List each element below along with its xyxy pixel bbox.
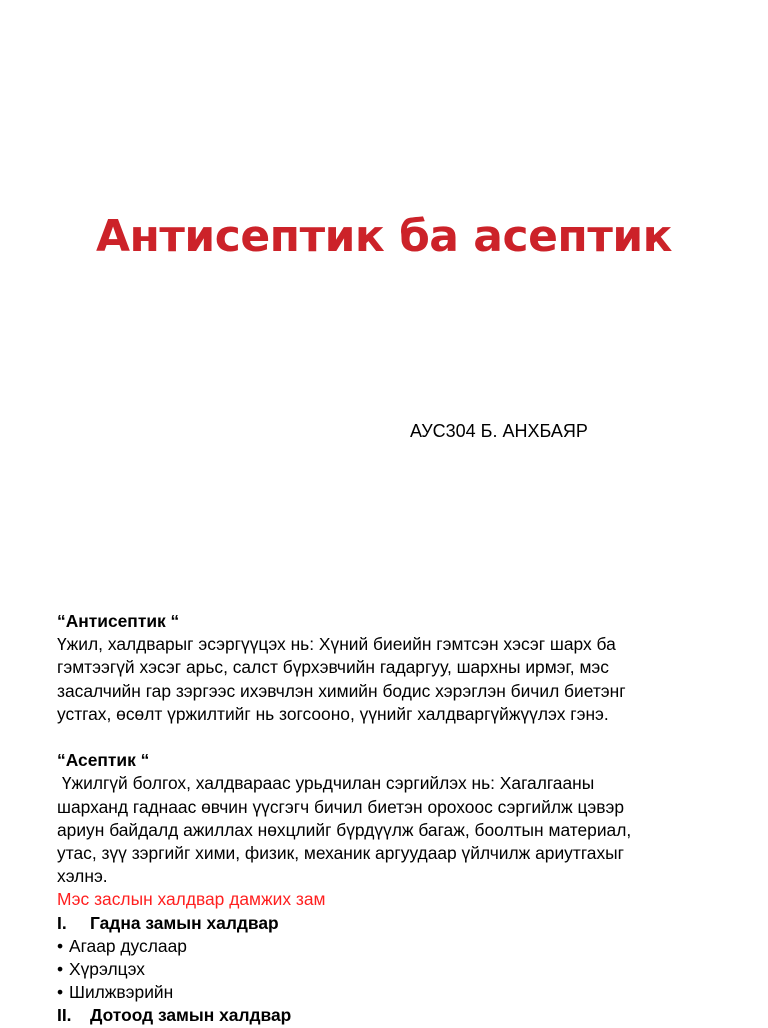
section-number: II. xyxy=(57,1005,72,1026)
section-heading-1 xyxy=(57,912,747,935)
section-number: I. xyxy=(57,912,67,933)
list-item-label: Хүрэлцэх xyxy=(69,959,145,980)
bullet-icon: • xyxy=(57,959,64,980)
page-title: Антисептик ба асептик xyxy=(95,211,673,262)
antiseptic-line: засалчийн гар зэргээс ихэвчлэн химийн бодис хэрэглэн бичил биетэнг xyxy=(57,680,626,701)
aseptic-line: шарханд гаднаас өвчин үүсгэгч бичил биетэн орохоос сэргийлж цэвэр xyxy=(57,796,625,817)
antiseptic-line: устгах, өсөлт үржилтийг нь зогсооно, үүнийг халдваргүйжүүлэх гэнэ. xyxy=(57,703,609,724)
section-label: Гадна замын халдвар xyxy=(90,912,279,933)
transmission-heading: Мэс заслын халдвар дамжих зам xyxy=(57,889,326,910)
antiseptic-line: гэмтээгүй хэсэг арьс, салст бүрхэвчийн гадаргуу, шархны ирмэг, мэс xyxy=(57,657,609,678)
aseptic-line: ариун байдалд ажиллах нөхцлийг бүрдүүлж багаж, боолтын материал, xyxy=(57,819,632,840)
bullet-icon: • xyxy=(57,982,64,1003)
aseptic-heading: “Асептик “ xyxy=(57,750,150,771)
section-heading-2 xyxy=(57,1004,747,1027)
list-item xyxy=(57,981,747,1004)
antiseptic-line: Үжил, халдварыг эсэргүүцэх нь: Хүний биеийн гэмтсэн хэсэг шарх ба xyxy=(57,634,616,655)
list-item xyxy=(57,958,747,981)
section-label: Дотоод замын халдвар xyxy=(90,1005,292,1026)
aseptic-line: Үжилгүй болгох, халдвараас урьдчилан сэргийлэх нь: Хагалгааны xyxy=(57,773,595,794)
paragraph-spacer xyxy=(57,726,747,749)
body-text xyxy=(57,610,747,1028)
list-item-label: Шилжвэрийн xyxy=(69,982,174,1003)
list-item xyxy=(57,935,747,958)
aseptic-line: утас, зүү зэргийг хими, физик, механик аргуудаар үйлчилж ариутгахыг xyxy=(57,843,625,864)
author-line: АУС304 Б. АНХБАЯР xyxy=(410,421,588,441)
list-item-label: Агаар дуслаар xyxy=(69,935,187,956)
aseptic-line: хэлнэ. xyxy=(57,866,108,887)
antiseptic-heading: “Антисептик “ xyxy=(57,611,180,631)
bullet-icon: • xyxy=(57,935,64,956)
